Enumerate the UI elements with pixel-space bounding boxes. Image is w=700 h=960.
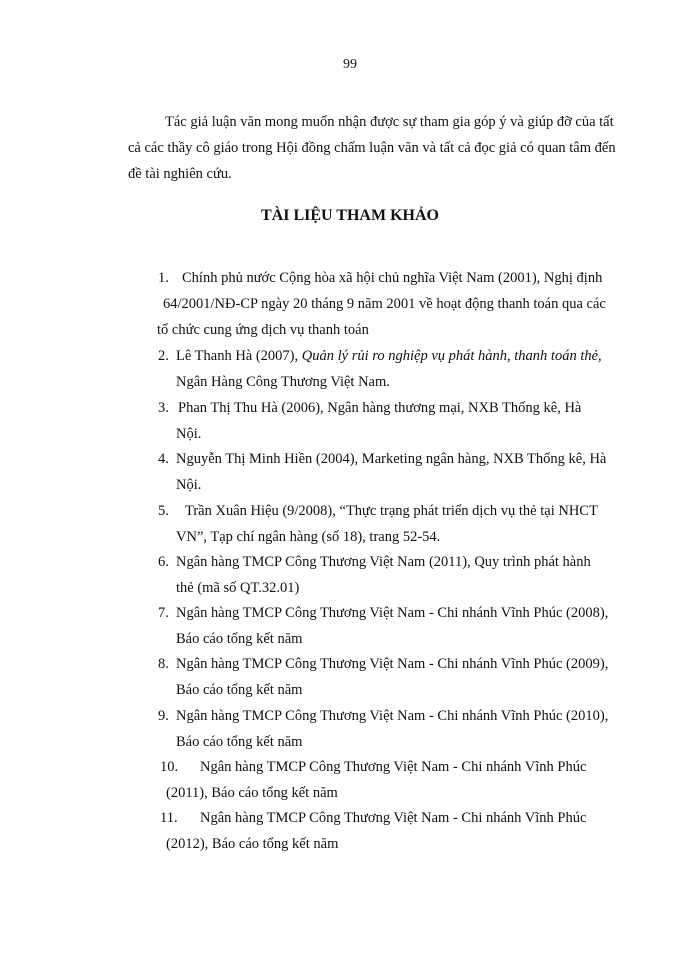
reference-text: 64/2001/NĐ-CP ngày 20 tháng 9 năm 2001 về hoạt động thanh toán qua các	[163, 296, 606, 312]
reference-number: 2.	[158, 348, 169, 364]
reference-number: 3.	[158, 400, 169, 416]
reference-author: Lê Thanh Hà (2007),	[176, 348, 299, 364]
reference-item	[158, 446, 632, 498]
reference-number: 7.	[158, 605, 169, 621]
reference-item	[160, 805, 634, 857]
reference-text: Ngân hàng TMCP Công Thương Việt Nam - Chi nhánh Vĩnh Phúc (2008),	[176, 605, 609, 621]
reference-number: 9.	[158, 708, 169, 724]
reference-text: Ngân Hàng Công Thương Việt Nam.	[176, 374, 390, 390]
reference-text: tổ chức cung ứng dịch vụ thanh toán	[157, 322, 369, 338]
reference-item	[158, 600, 632, 652]
reference-item	[158, 549, 632, 601]
reference-number: 1.	[158, 270, 169, 286]
reference-text: thẻ (mã số QT.32.01)	[176, 580, 300, 596]
reference-number: 5.	[158, 503, 169, 519]
reference-item	[158, 703, 632, 755]
reference-text: Chính phủ nước Cộng hòa xã hội chủ nghĩa Việt Nam (2001), Nghị định	[182, 270, 603, 286]
reference-number: 6.	[158, 554, 169, 570]
reference-text: (2012), Báo cáo tổng kết năm	[166, 836, 339, 852]
reference-item	[158, 395, 632, 447]
reference-text: Ngân hàng TMCP Công Thương Việt Nam - Chi nhánh Vĩnh Phúc	[200, 759, 587, 775]
reference-text: Ngân hàng TMCP Công Thương Việt Nam - Chi nhánh Vĩnh Phúc (2009),	[176, 656, 609, 672]
closing-line-1: Tác giả luận văn mong muốn nhận được sự tham gia góp ý và giúp đỡ của tất	[165, 114, 614, 130]
reference-item	[158, 651, 632, 703]
reference-number: 11.	[160, 810, 178, 826]
reference-number: 4.	[158, 451, 169, 467]
reference-number: 10.	[160, 759, 179, 775]
reference-text: Báo cáo tổng kết năm	[176, 631, 303, 647]
reference-text: Phan Thị Thu Hà (2006), Ngân hàng thương mại, NXB Thống kê, Hà	[178, 400, 582, 416]
closing-line-3: đề tài nghiên cứu.	[128, 166, 232, 182]
reference-text: Ngân hàng TMCP Công Thương Việt Nam - Chi nhánh Vĩnh Phúc (2010),	[176, 708, 609, 724]
page-number: 99	[343, 57, 357, 72]
closing-paragraph	[128, 109, 616, 187]
reference-item	[158, 343, 632, 395]
reference-item	[160, 754, 634, 806]
reference-text: Báo cáo tổng kết năm	[176, 682, 303, 698]
reference-text: Nội.	[176, 477, 202, 493]
reference-title: Quản lý rủi ro nghiệp vụ phát hành, thanh toán thẻ,	[301, 348, 602, 364]
reference-text: VN”, Tạp chí ngân hàng (số 18), trang 52-54.	[176, 529, 441, 545]
reference-text: Báo cáo tổng kết năm	[176, 734, 303, 750]
reference-number: 8.	[158, 656, 169, 672]
references-heading: TÀI LIỆU THAM KHẢO	[261, 207, 439, 224]
reference-text: Nguyễn Thị Minh Hiền (2004), Marketing ngân hàng, NXB Thống kê, Hà	[176, 451, 607, 467]
reference-text: Ngân hàng TMCP Công Thương Việt Nam (2011), Quy trình phát hành	[176, 554, 591, 570]
reference-item	[158, 498, 632, 550]
reference-text: (2011), Báo cáo tổng kết năm	[166, 785, 338, 801]
reference-text: Ngân hàng TMCP Công Thương Việt Nam - Chi nhánh Vĩnh Phúc	[200, 810, 587, 826]
reference-text: Trần Xuân Hiệu (9/2008), “Thực trạng phát triển dịch vụ thẻ tại NHCT	[185, 503, 598, 519]
reference-text: Nội.	[176, 426, 202, 442]
closing-line-2: cả các thầy cô giáo trong Hội đồng chấm luận văn và tất cả đọc giả có quan tâm đến	[128, 140, 616, 156]
reference-item	[158, 265, 632, 343]
